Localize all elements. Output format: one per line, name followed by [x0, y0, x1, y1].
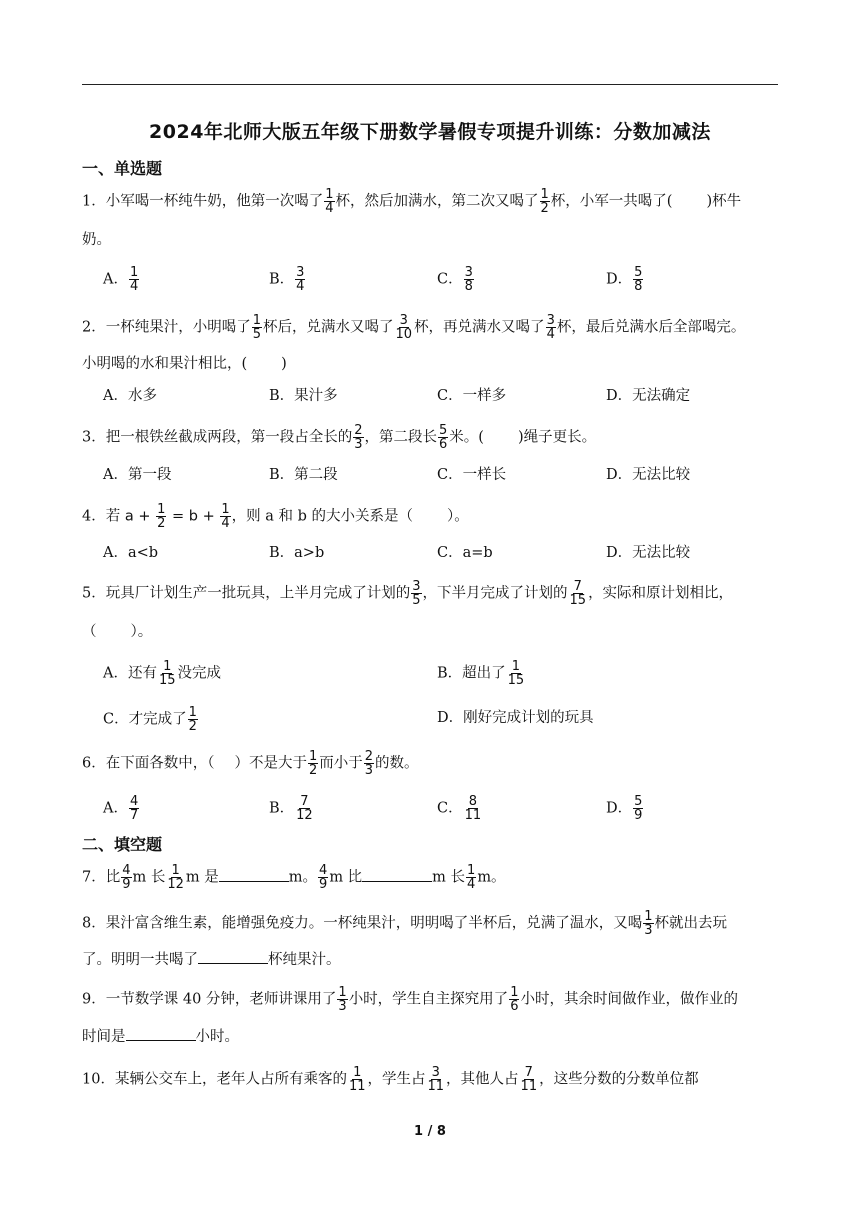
fraction: $\frac{1}{4}$	[467, 863, 476, 892]
answer-blank[interactable]	[219, 867, 289, 882]
fraction: $\frac{1}{2}$	[188, 705, 197, 734]
q4-option-a[interactable]: A．a<b	[103, 545, 159, 561]
fraction: $\frac{7}{11}$	[520, 1065, 538, 1094]
fraction: $\frac{7}{12}$	[296, 794, 313, 823]
q5-option-d[interactable]: D．刚好完成计划的玩具	[437, 710, 594, 726]
fraction: $\frac{7}{15}$	[569, 579, 587, 608]
question-4: 4．若 a + $\frac{1}{2}$ = b + $\frac{1}{4}$ ，则 a 和 b 的大小关系是（ ）。	[82, 502, 469, 531]
fraction: $\frac{2}{3}$	[354, 423, 363, 452]
q4-option-c[interactable]: C．a=b	[437, 545, 493, 561]
fraction: $\frac{4}{7}$	[129, 794, 139, 823]
fraction: $\frac{1}{6}$	[510, 985, 519, 1014]
fraction: $\frac{2}{3}$	[364, 749, 374, 778]
q6-option-d[interactable]: D． $\frac{5}{9}$	[606, 794, 643, 823]
q1-option-c[interactable]: C． $\frac{3}{8}$	[437, 265, 473, 294]
q2-option-b[interactable]: B．果汁多	[269, 388, 338, 404]
q2-option-c[interactable]: C．一样多	[437, 388, 507, 404]
fraction: $\frac{5}{8}$	[634, 265, 643, 294]
question-1-line-1: 1．小军喝一杯纯牛奶，他第一次喝了 $\frac{1}{4}$ 杯，然后加满水，第二次又喝了 $\frac{1}{2}$ 杯，小军一共喝了( )杯牛	[82, 187, 742, 216]
q5-option-a[interactable]: A．还有 $\frac{1}{15}$ 没完成	[103, 659, 222, 688]
fraction: $\frac{1}{2}$	[308, 749, 318, 778]
question-5-line-1: 5．玩具厂计划生产一批玩具，上半月完成了计划的 $\frac{3}{5}$ ，下半月完成了计划的 $\frac{7}{15}$ ，实际和原计划相比，	[82, 579, 734, 608]
fraction: $\frac{1}{5}$	[252, 313, 262, 342]
question-10: 10．某辆公交车上，老年人占所有乘客的 $\frac{1}{11}$ ，学生占 $\frac{3}{11}$ ，其他人占 $\frac{7}{11}$ ，这些分数的分数单位都	[82, 1065, 699, 1094]
fraction: $\frac{1}{4}$	[325, 187, 334, 216]
q2-option-a[interactable]: A．水多	[103, 388, 157, 404]
question-1-line-2: 奶。	[82, 232, 111, 248]
section-heading-single-choice: 一、单选题	[82, 159, 163, 178]
question-8-line-1: 8．果汁富含维生素，能增强免疫力。一杯纯果汁，明明喝了半杯后，兑满了温水，又喝 $\frac{1}{3}$ 杯就出去玩	[82, 909, 728, 938]
q2-option-d[interactable]: D．无法确定	[606, 388, 691, 404]
q4-option-b[interactable]: B．a>b	[269, 545, 325, 561]
question-9-line-2: 时间是 小时。	[82, 1025, 782, 1049]
fraction: $\frac{3}{4}$	[296, 265, 305, 294]
fraction: $\frac{1}{11}$	[348, 1065, 366, 1094]
fraction: $\frac{3}{10}$	[395, 313, 413, 342]
q5-option-c[interactable]: C．才完成了 $\frac{1}{2}$	[103, 705, 197, 734]
fraction: $\frac{1}{15}$	[158, 659, 176, 688]
fraction: $\frac{8}{11}$	[464, 794, 482, 823]
question-9-line-1: 9．一节数学课 40 分钟，老师讲课用了 $\frac{1}{3}$ 小时，学生自主探究用了 $\frac{1}{6}$ 小时，其余时间做作业，做作业的	[82, 985, 738, 1014]
q3-option-d[interactable]: D．无法比较	[606, 467, 691, 483]
q1-option-d[interactable]: D． $\frac{5}{8}$	[606, 265, 643, 294]
q6-option-c[interactable]: C． $\frac{8}{11}$	[437, 794, 482, 823]
fraction: $\frac{1}{12}$	[167, 863, 184, 892]
q1-option-b[interactable]: B． $\frac{3}{4}$	[269, 265, 305, 294]
fraction: $\frac{3}{11}$	[427, 1065, 445, 1094]
q6-option-a[interactable]: A． $\frac{4}{7}$	[103, 794, 139, 823]
fraction: $\frac{5}{9}$	[634, 794, 643, 823]
header-rule	[82, 84, 778, 85]
answer-blank[interactable]	[362, 867, 432, 882]
q5-option-b[interactable]: B．超出了 $\frac{1}{15}$	[437, 659, 525, 688]
q1-option-a[interactable]: A． $\frac{1}{4}$	[103, 265, 139, 294]
question-2-line-2: 小明喝的水和果汁相比，( )	[82, 356, 287, 372]
fraction: $\frac{4}{9}$	[319, 863, 328, 892]
fraction: $\frac{4}{9}$	[122, 863, 131, 892]
q4-option-d[interactable]: D．无法比较	[606, 545, 691, 561]
question-6: 6．在下面各数中，（ ）不是大于 $\frac{1}{2}$ 而小于 $\frac{2}{3}$ 的数。	[82, 749, 419, 778]
q3-option-b[interactable]: B．第二段	[269, 467, 338, 483]
question-7: 7．比 $\frac{4}{9}$ m 长 $\frac{1}{12}$ m 是 m。 $\frac{4}{9}$ m 比 m 长 $\frac{1}{4}$ m。	[82, 863, 506, 892]
answer-blank[interactable]	[126, 1026, 196, 1041]
q6-option-b[interactable]: B． $\frac{7}{12}$	[269, 794, 313, 823]
fraction: $\frac{5}{6}$	[439, 423, 448, 452]
fraction: $\frac{1}{3}$	[338, 985, 347, 1014]
fraction: $\frac{1}{15}$	[507, 659, 525, 688]
fraction: $\frac{1}{2}$	[540, 187, 549, 216]
fraction: $\frac{1}{2}$	[157, 502, 166, 531]
page-title: 2024年北师大版五年级下册数学暑假专项提升训练：分数加减法	[149, 121, 711, 143]
question-8-line-2: 了。明明一共喝了 杯纯果汁。	[82, 948, 782, 972]
fraction: $\frac{1}{4}$	[221, 502, 230, 531]
page-number: 1 / 8	[414, 1124, 446, 1139]
fraction: $\frac{1}{4}$	[129, 265, 139, 294]
q3-option-c[interactable]: C．一样长	[437, 467, 507, 483]
question-2-line-1: 2．一杯纯果汁，小明喝了 $\frac{1}{5}$ 杯后，兑满水又喝了 $\frac{3}{10}$ 杯，再兑满水又喝了 $\frac{3}{4}$ 杯，最后兑满水后全部喝完。	[82, 313, 746, 342]
fraction: $\frac{3}{4}$	[546, 313, 555, 342]
fraction: $\frac{1}{3}$	[644, 909, 653, 938]
question-3: 3．把一根铁丝截成两段，第一段占全长的 $\frac{2}{3}$ ，第二段长 $\frac{5}{6}$ 米。( )绳子更长。	[82, 423, 597, 452]
section-heading-fill-in: 二、填空题	[82, 835, 163, 854]
fraction: $\frac{3}{5}$	[412, 579, 421, 608]
q3-option-a[interactable]: A．第一段	[103, 467, 172, 483]
question-5-line-2: （ ）。	[82, 624, 153, 640]
answer-blank[interactable]	[198, 949, 268, 964]
fraction: $\frac{3}{8}$	[464, 265, 473, 294]
